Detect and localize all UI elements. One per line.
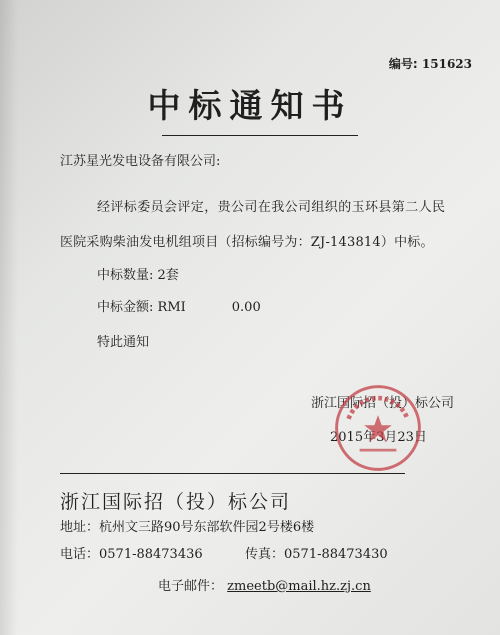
body-line-2: 医院采购柴油发电机组项目（招标编号为：ZJ-143814）中标。: [60, 235, 434, 250]
body-line-1: 经评标委员会评定，贵公司在我公司组织的玉环县第二人民: [97, 200, 446, 215]
footer-email-label: 电子邮件：: [158, 579, 224, 594]
bid-amount: [97, 296, 261, 315]
notice-statement: 特此通知: [97, 335, 150, 350]
bid-amount-label: 中标金额:: [97, 300, 154, 315]
signature-org: 浙江国际招（投）标公司: [311, 396, 455, 411]
document-number-value: 151623: [421, 57, 472, 71]
bid-quantity-label: 中标数量:: [97, 268, 154, 283]
company-seal-icon: [332, 382, 424, 474]
page-title: 中标通知书: [147, 86, 353, 125]
recipient: 江苏星光发电设备有限公司:: [60, 154, 221, 169]
document-number: [389, 55, 472, 72]
footer-phone: 电话：0571-88473436: [60, 547, 203, 562]
footer-email-value: zmeetb@mail.hz.zj.cn: [227, 579, 371, 594]
footer-divider: [60, 473, 405, 474]
bid-quantity: [97, 264, 179, 283]
bid-amount-prefix: RMI: [157, 300, 186, 315]
bid-quantity-value: 2套: [157, 268, 179, 283]
document-number-label: 编号:: [388, 57, 418, 71]
bid-amount-suffix: 0.00: [231, 300, 261, 315]
footer-address: 地址：杭州文三路90号东部软件园2号楼6楼: [60, 520, 315, 535]
footer-email: [158, 575, 371, 594]
title-divider: [162, 135, 358, 136]
footer-fax: 传真：0571-88473430: [245, 547, 388, 562]
signature-date: 2015年3月23日: [330, 430, 427, 445]
footer-org-name: 浙江国际招（投）标公司: [60, 491, 292, 513]
